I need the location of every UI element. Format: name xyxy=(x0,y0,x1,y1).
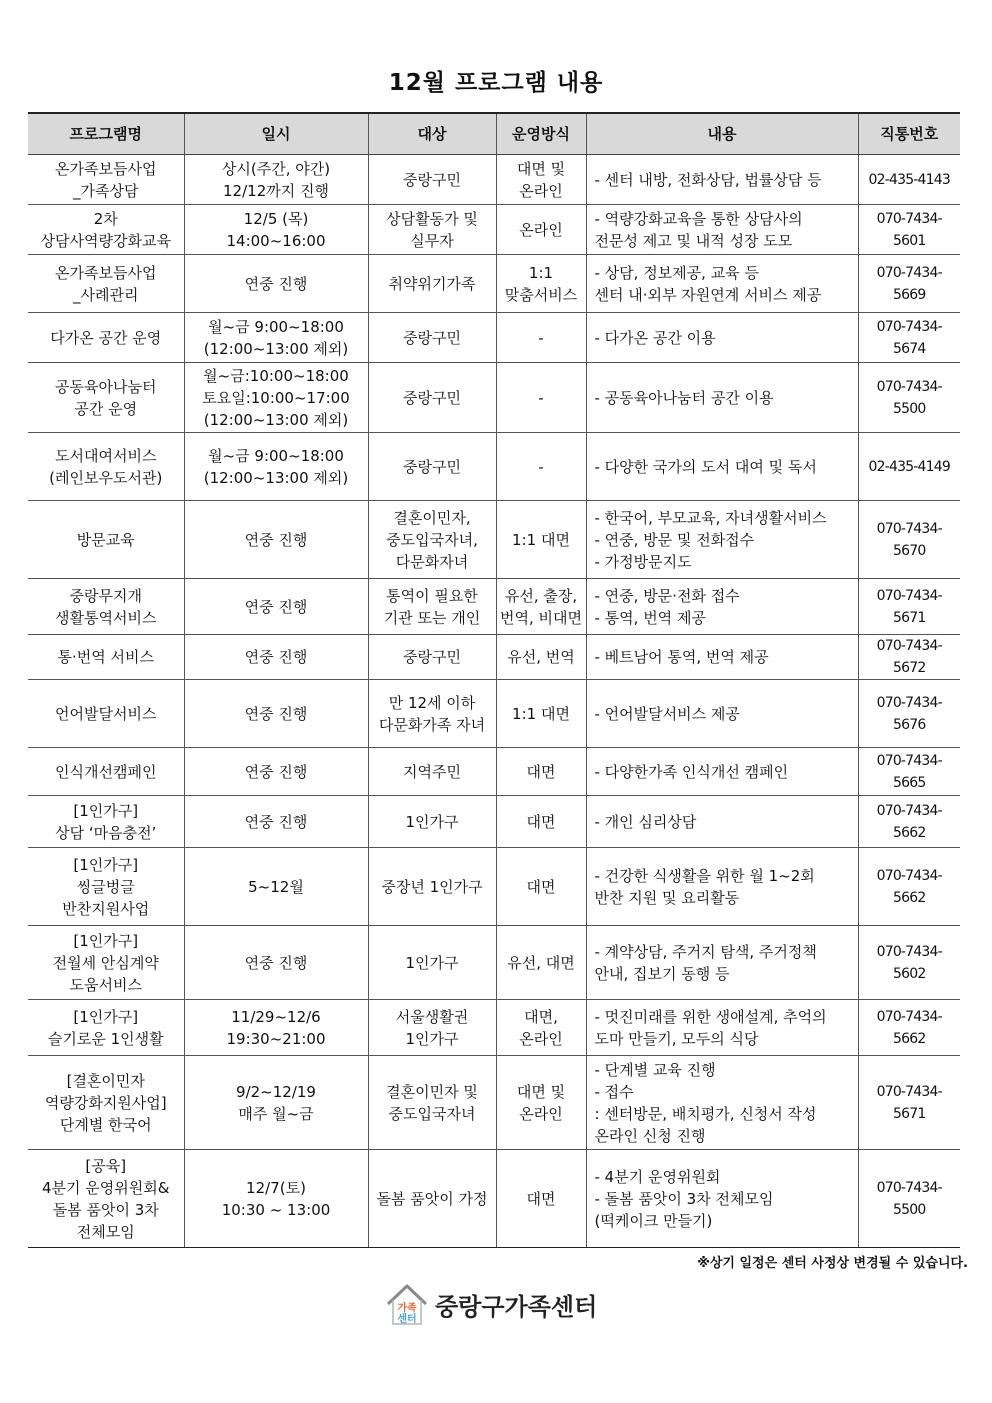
cell-schedule: 11/29~12/6 19:30~21:00 xyxy=(184,1000,368,1056)
cell-content: - 다양한 국가의 도서 대여 및 독서 xyxy=(586,433,858,501)
cell-phone: 02-435-4149 xyxy=(858,433,960,501)
svg-text:센터: 센터 xyxy=(397,1314,417,1325)
cell-program-name: [1인가구] 씽글벙글 반찬지원사업 xyxy=(28,848,184,926)
center-name: 중랑구가족센터 xyxy=(435,1292,598,1321)
table-row xyxy=(28,313,960,363)
table-row xyxy=(28,433,960,501)
cell-phone: 070-7434-5665 xyxy=(858,748,960,796)
cell-target: 취약위기가족 xyxy=(368,255,496,313)
cell-method: 대면 및 온라인 xyxy=(496,155,586,205)
table-row xyxy=(28,155,960,205)
cell-target: 1인가구 xyxy=(368,926,496,1000)
cell-program-name: 통·번역 서비스 xyxy=(28,635,184,680)
cell-content: - 역량강화교육을 통한 상담사의 전문성 제고 및 내적 성장 도모 xyxy=(586,205,858,255)
cell-target: 중장년 1인가구 xyxy=(368,848,496,926)
cell-schedule: 12/5 (목) 14:00~16:00 xyxy=(184,205,368,255)
cell-phone: 070-7434-5662 xyxy=(858,1000,960,1056)
cell-method: 1:1 대면 xyxy=(496,501,586,579)
cell-schedule: 월~금:10:00~18:00 토요일:10:00~17:00 (12:00~13:00 제외) xyxy=(184,363,368,433)
cell-content: - 건강한 식생활을 위한 월 1~2회 반찬 지원 및 요리활동 xyxy=(586,848,858,926)
cell-target: 중랑구민 xyxy=(368,433,496,501)
cell-program-name: [결혼이민자 역량강화지원사업] 단계별 한국어 xyxy=(28,1056,184,1150)
cell-program-name: 온가족보듬사업 _사례관리 xyxy=(28,255,184,313)
cell-target: 상담활동가 및 실무자 xyxy=(368,205,496,255)
cell-program-name: 언어발달서비스 xyxy=(28,680,184,748)
cell-content: - 단계별 교육 진행 - 접수 : 센터방문, 배치평가, 신청서 작성 온라인 신청 진행 xyxy=(586,1056,858,1150)
cell-content: - 센터 내방, 전화상담, 법률상담 등 xyxy=(586,155,858,205)
cell-program-name: [1인가구] 슬기로운 1인생활 xyxy=(28,1000,184,1056)
cell-phone: 070-7434-5670 xyxy=(858,501,960,579)
table-row xyxy=(28,748,960,796)
cell-target: 1인가구 xyxy=(368,796,496,848)
schedule-change-note: ※상기 일정은 센터 사정상 변경될 수 있습니다. xyxy=(697,1256,968,1271)
cell-target: 중랑구민 xyxy=(368,635,496,680)
cell-target: 결혼이민자 및 중도입국자녀 xyxy=(368,1056,496,1150)
column-header-target: 대상 xyxy=(368,113,496,155)
house-logo-icon xyxy=(385,1282,429,1326)
cell-schedule: 연중 진행 xyxy=(184,748,368,796)
table-row xyxy=(28,635,960,680)
cell-content: - 계약상담, 주거지 탐색, 주거정책 안내, 집보기 동행 등 xyxy=(586,926,858,1000)
cell-content: - 상담, 정보제공, 교육 등 센터 내·외부 자원연계 서비스 제공 xyxy=(586,255,858,313)
cell-method: 온라인 xyxy=(496,205,586,255)
cell-method: 대면 xyxy=(496,848,586,926)
cell-phone: 070-7434-5676 xyxy=(858,680,960,748)
cell-content: - 멋진미래를 위한 생애설계, 추억의 도마 만들기, 모두의 식당 xyxy=(586,1000,858,1056)
cell-program-name: 중랑무지개 생활통역서비스 xyxy=(28,579,184,635)
column-header-phone: 직통번호 xyxy=(858,113,960,155)
cell-program-name: 온가족보듬사업 _가족상담 xyxy=(28,155,184,205)
cell-phone: 070-7434-5500 xyxy=(858,1150,960,1248)
cell-program-name: 방문교육 xyxy=(28,501,184,579)
cell-method: 1:1 맞춤서비스 xyxy=(496,255,586,313)
cell-phone: 02-435-4143 xyxy=(858,155,960,205)
cell-program-name: [1인가구] 상담 ‘마음충전’ xyxy=(28,796,184,848)
cell-phone: 070-7434-5601 xyxy=(858,205,960,255)
table-row xyxy=(28,501,960,579)
table-row xyxy=(28,1150,960,1248)
cell-target: 중랑구민 xyxy=(368,363,496,433)
center-logo xyxy=(385,1282,597,1326)
cell-phone: 070-7434-5602 xyxy=(858,926,960,1000)
cell-phone: 070-7434-5500 xyxy=(858,363,960,433)
cell-target: 돌봄 품앗이 가정 xyxy=(368,1150,496,1248)
table-row xyxy=(28,848,960,926)
cell-content: - 베트남어 통역, 번역 제공 xyxy=(586,635,858,680)
svg-text:가족: 가족 xyxy=(397,1303,417,1314)
cell-method: 대면 xyxy=(496,1150,586,1248)
table-row xyxy=(28,579,960,635)
cell-method: 대면 xyxy=(496,796,586,848)
cell-method: - xyxy=(496,313,586,363)
cell-method: - xyxy=(496,433,586,501)
cell-phone: 070-7434-5662 xyxy=(858,848,960,926)
cell-method: - xyxy=(496,363,586,433)
cell-target: 서울생활권 1인가구 xyxy=(368,1000,496,1056)
cell-target: 만 12세 이하 다문화가족 자녀 xyxy=(368,680,496,748)
cell-content: - 공동육아나눔터 공간 이용 xyxy=(586,363,858,433)
cell-program-name: 도서대여서비스 (레인보우도서관) xyxy=(28,433,184,501)
cell-method: 대면, 온라인 xyxy=(496,1000,586,1056)
cell-program-name: [1인가구] 전월세 안심계약 도움서비스 xyxy=(28,926,184,1000)
page-title: 12월 프로그램 내용 xyxy=(388,70,604,96)
cell-content: - 다가온 공간 이용 xyxy=(586,313,858,363)
program-table xyxy=(28,112,960,1248)
cell-method: 유선, 대면 xyxy=(496,926,586,1000)
cell-method: 대면 xyxy=(496,748,586,796)
cell-phone: 070-7434-5674 xyxy=(858,313,960,363)
table-row xyxy=(28,926,960,1000)
cell-schedule: 연중 진행 xyxy=(184,255,368,313)
column-header-method: 운영방식 xyxy=(496,113,586,155)
cell-phone: 070-7434-5662 xyxy=(858,796,960,848)
cell-content: - 다양한가족 인식개선 캠페인 xyxy=(586,748,858,796)
cell-method: 1:1 대면 xyxy=(496,680,586,748)
cell-schedule: 연중 진행 xyxy=(184,926,368,1000)
cell-schedule: 상시(주간, 야간) 12/12까지 진행 xyxy=(184,155,368,205)
cell-schedule: 연중 진행 xyxy=(184,501,368,579)
table-row xyxy=(28,255,960,313)
cell-content: - 4분기 운영위원회 - 돌봄 품앗이 3차 전체모임 (떡케이크 만들기) xyxy=(586,1150,858,1248)
column-header-date: 일시 xyxy=(184,113,368,155)
cell-content: - 언어발달서비스 제공 xyxy=(586,680,858,748)
cell-schedule: 12/7(토) 10:30 ~ 13:00 xyxy=(184,1150,368,1248)
cell-target: 통역이 필요한 기관 또는 개인 xyxy=(368,579,496,635)
cell-target: 중랑구민 xyxy=(368,313,496,363)
cell-target: 결혼이민자, 중도입국자녀, 다문화자녀 xyxy=(368,501,496,579)
cell-schedule: 9/2~12/19 매주 월~금 xyxy=(184,1056,368,1150)
cell-phone: 070-7434-5671 xyxy=(858,579,960,635)
cell-phone: 070-7434-5671 xyxy=(858,1056,960,1150)
cell-program-name: 인식개선캠페인 xyxy=(28,748,184,796)
table-row xyxy=(28,680,960,748)
cell-method: 유선, 번역 xyxy=(496,635,586,680)
cell-schedule: 월~금 9:00~18:00 (12:00~13:00 제외) xyxy=(184,433,368,501)
cell-schedule: 연중 진행 xyxy=(184,796,368,848)
table-row xyxy=(28,796,960,848)
cell-schedule: 연중 진행 xyxy=(184,635,368,680)
cell-schedule: 5~12월 xyxy=(184,848,368,926)
cell-program-name: 공동육아나눔터 공간 운영 xyxy=(28,363,184,433)
column-header-program: 프로그램명 xyxy=(28,113,184,155)
cell-program-name: [공육] 4분기 운영위원회& 돌봄 품앗이 3차 전체모임 xyxy=(28,1150,184,1248)
table-header-row xyxy=(28,113,960,155)
cell-program-name: 다가온 공간 운영 xyxy=(28,313,184,363)
cell-method: 유선, 출장, 번역, 비대면 xyxy=(496,579,586,635)
table-row xyxy=(28,363,960,433)
table-row xyxy=(28,1000,960,1056)
cell-content: - 개인 심리상담 xyxy=(586,796,858,848)
cell-phone: 070-7434-5669 xyxy=(858,255,960,313)
table-row xyxy=(28,205,960,255)
cell-content: - 연중, 방문·전화 접수 - 통역, 번역 제공 xyxy=(586,579,858,635)
cell-target: 중랑구민 xyxy=(368,155,496,205)
cell-target: 지역주민 xyxy=(368,748,496,796)
cell-program-name: 2차 상담사역량강화교육 xyxy=(28,205,184,255)
cell-schedule: 연중 진행 xyxy=(184,579,368,635)
cell-schedule: 월~금 9:00~18:00 (12:00~13:00 제외) xyxy=(184,313,368,363)
table-row xyxy=(28,1056,960,1150)
cell-phone: 070-7434-5672 xyxy=(858,635,960,680)
cell-method: 대면 및 온라인 xyxy=(496,1056,586,1150)
cell-content: - 한국어, 부모교육, 자녀생활서비스 - 연중, 방문 및 전화접수 - 가정방문지도 xyxy=(586,501,858,579)
cell-schedule: 연중 진행 xyxy=(184,680,368,748)
column-header-content: 내용 xyxy=(586,113,858,155)
